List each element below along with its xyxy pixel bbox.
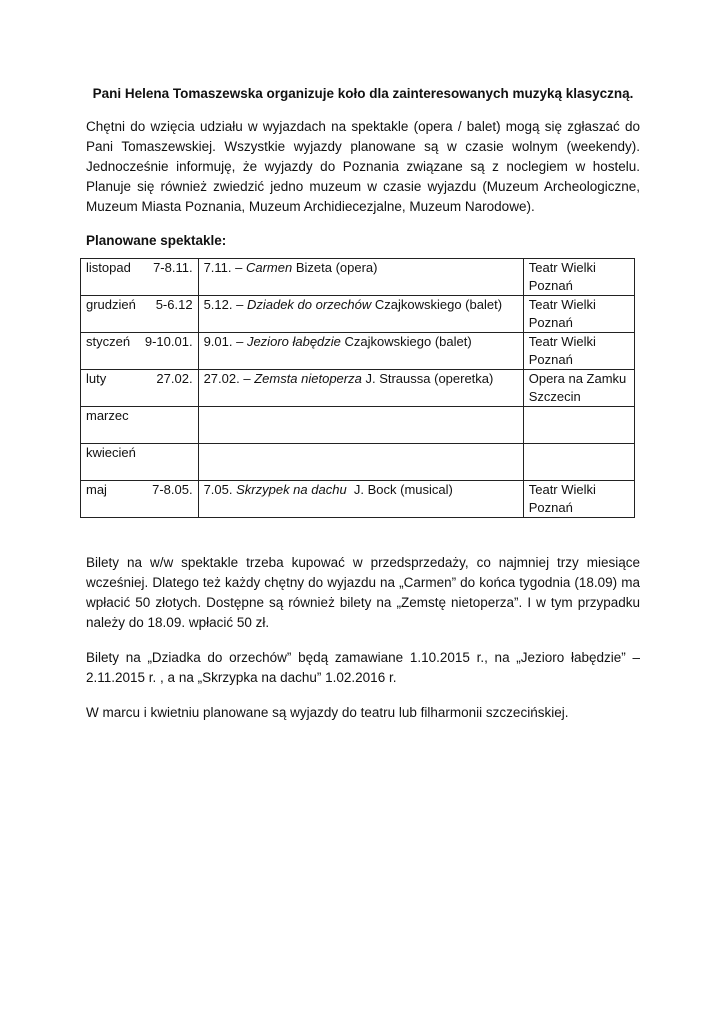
event-cell [198, 481, 523, 518]
month-dates: 5-6.12 [155, 297, 193, 312]
month-name: listopad [86, 260, 131, 275]
event-work-title: Jezioro łabędzie [246, 334, 341, 349]
month-dates: 7-8.05. [152, 482, 193, 497]
orders-paragraph: Bilety na „Dziadka do orzechów” będą zamawiane 1.10.2015 r., na „Jezioro łabędzie” – 2.11.2015 r. , a na „Skrzypka na dachu” 1.02.2016 r. [86, 650, 640, 685]
event-cell [198, 333, 523, 370]
table-row [81, 407, 635, 444]
event-detail: Czajkowskiego (balet) [340, 334, 472, 349]
table-row [81, 444, 635, 481]
month-cell [81, 259, 199, 296]
event-cell [198, 407, 523, 444]
event-work-title: Carmen [245, 260, 293, 275]
table-row [81, 259, 635, 296]
closing-paragraph: W marcu i kwietniu planowane są wyjazdy do teatru lub filharmonii szczecińskiej. [86, 705, 569, 720]
section-heading: Planowane spektakle: [86, 233, 227, 248]
month-cell [81, 444, 199, 481]
document-page [86, 85, 640, 723]
venue-cell: Teatr Wielki Poznań [523, 333, 634, 370]
table-row [81, 370, 635, 407]
venue-cell: Teatr Wielki Poznań [523, 481, 634, 518]
venue-cell [523, 444, 634, 481]
table-row [81, 481, 635, 518]
venue-cell: Opera na Zamku Szczecin [523, 370, 634, 407]
month-name: marzec [86, 408, 129, 423]
month-name: maj [86, 482, 107, 497]
event-work-title: Zemsta nietoperza [254, 371, 362, 386]
venue-cell: Teatr Wielki Poznań [523, 259, 634, 296]
event-detail: Bizeta (opera) [292, 260, 378, 275]
month-name: grudzień [86, 297, 136, 312]
month-dates: 27.02. [156, 371, 193, 386]
event-date: 7.05. [203, 482, 237, 497]
event-date: 27.02. – [203, 371, 255, 386]
events-table [80, 258, 635, 518]
month-dates: 9-10.01. [144, 334, 193, 349]
venue-cell: Teatr Wielki Poznań [523, 296, 634, 333]
table-row [81, 333, 635, 370]
month-cell [81, 333, 199, 370]
table-row [81, 296, 635, 333]
month-cell [81, 370, 199, 407]
event-cell [198, 296, 523, 333]
tickets-paragraph: Bilety na w/w spektakle trzeba kupować w przedsprzedaży, co najmniej trzy miesiące wcześniej. Dlatego też każdy chętny do wyjazdu na „Carmen” do końca tygodnia (18.09) ma wpłacić 50 złotych. Dostępne są również bilety na „Zemstę nietoperza”. I w tym przypadku należy do 18.09. wpłacić 50 zł. [86, 555, 640, 630]
event-work-title: Skrzypek na dachu [236, 482, 347, 497]
event-cell [198, 259, 523, 296]
event-cell [198, 444, 523, 481]
document-title: Pani Helena Tomaszewska organizuje koło dla zainteresowanych muzyką klasyczną. [92, 86, 634, 101]
month-name: kwiecień [86, 445, 136, 460]
event-date: 9.01. – [203, 334, 247, 349]
intro-paragraph: Chętni do wzięcia udziału w wyjazdach na spektakle (opera / balet) mogą się zgłaszać do Pani Tomaszewskiej. Wszystkie wyjazdy planowane są w czasie wolnym (weekendy). Jednocześnie informuję, że wyjazdy do Poznania związane są z noclegiem w hostelu. Planuje się również zwiedzić jedno muzeum w czasie wyjazdu (Muzeum Archeologiczne, Muzeum Miasta Poznania, Muzeum Archidiecezjalne, Muzeum Narodowe). [86, 119, 640, 214]
venue-cell [523, 407, 634, 444]
month-cell [81, 296, 199, 333]
month-dates: 7-8.11. [153, 260, 193, 275]
event-detail: J. Straussa (operetka) [361, 371, 494, 386]
event-detail: Czajkowskiego (balet) [371, 297, 503, 312]
event-date: 7.11. – [203, 260, 246, 275]
month-name: luty [86, 371, 107, 386]
month-cell [81, 481, 199, 518]
event-cell [198, 370, 523, 407]
event-work-title: Dziadek do orzechów [246, 297, 372, 312]
event-date: 5.12. – [203, 297, 247, 312]
month-cell [81, 407, 199, 444]
month-name: styczeń [86, 334, 131, 349]
event-detail: J. Bock (musical) [346, 482, 453, 497]
